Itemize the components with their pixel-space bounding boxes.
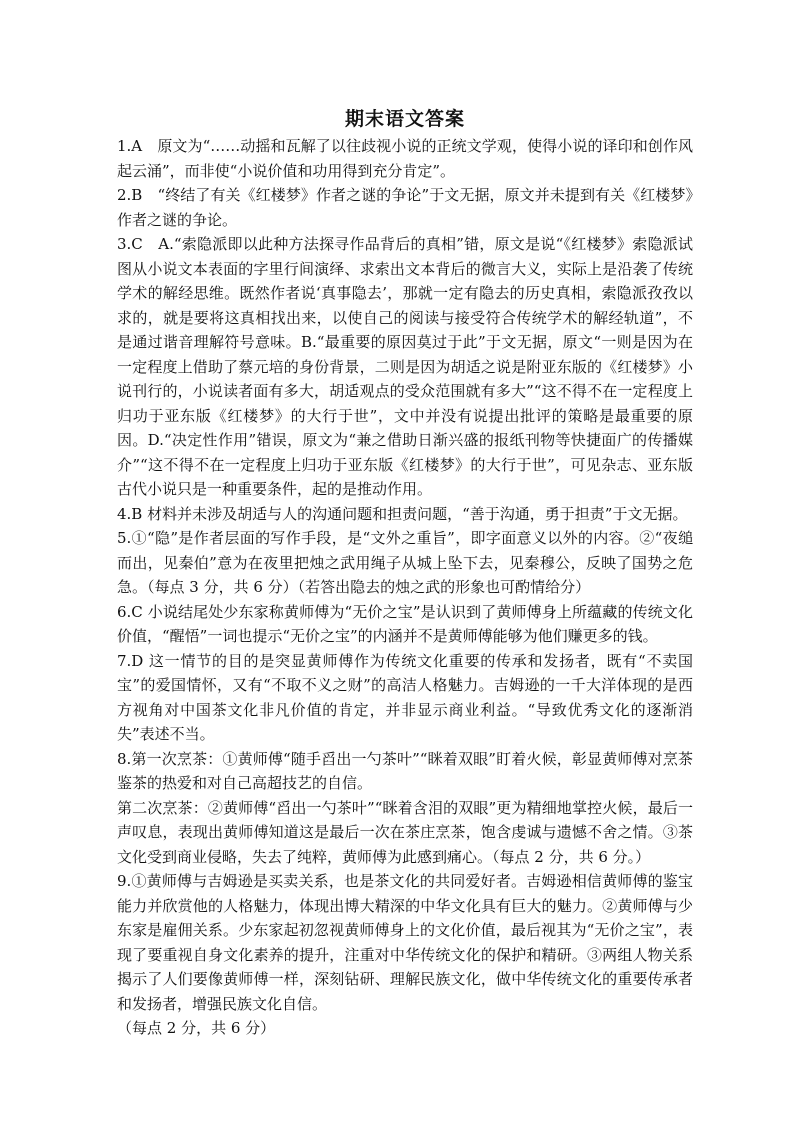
answer-item-8-first: 8.第一次烹茶：①黄师傅“随手舀出一勺茶叶”“眯着双眼”盯着火候，彰显黄师傅对烹茶鉴茶的热爱和对自己高超技艺的自信。	[117, 749, 693, 792]
page-title: 期末语文答案	[344, 108, 465, 130]
answer-item-5: 5.①“隐”是作者层面的写作手段，是“文外之重旨”，即字面意义以外的内容。②“夜缒而出，见秦伯”意为在夜里把烛之武用绳子从城上坠下去，见秦穆公，反映了国势之危急。（每点 3 分，共 6 分）（若答出隐去的烛之武的形象也可酌情给分）	[117, 529, 693, 596]
answer-item-1: 1.A 原文为“……动摇和瓦解了以往歧视小说的正统文学观，使得小说的译印和创作风起云涌”，而非使“小说价值和功用得到充分肯定”。	[117, 137, 693, 180]
answer-item-9: 9.①黄师傅与吉姆逊是买卖关系，也是茶文化的共同爱好者。吉姆逊相信黄师傅的鉴宝能力并欣赏他的人格魅力，体现出博大精深的中华文化具有巨大的魅力。②黄师傅与少东家是雇佣关系。少东家起初忽视黄师傅身上的文化价值，最后视其为“无价之宝”，表现了要重视自身文化素养的提升，注重对中华传统文化的保护和精研。③两组人物关系揭示了人们要像黄师傅一样，深刻钻研、理解民族文化，做中华传统文化的重要传承者和发扬者，增强民族文化自信。	[117, 872, 693, 1013]
answer-document	[117, 104, 693, 1041]
answer-item-6: 6.C 小说结尾处少东家称黄师傅为“无价之宝”是认识到了黄师傅身上所蕴藏的传统文化价值，“醒悟”一词也提示“无价之宝”的内涵并不是黄师傅能够为他们赚更多的钱。	[117, 602, 693, 645]
answer-item-9-score: （每点 2 分，共 6 分）	[117, 1019, 276, 1037]
answer-item-2: 2.B “终结了有关《红楼梦》作者之谜的争论”于文无据，原文并未提到有关《红楼梦》作者之谜的争论。	[117, 186, 693, 229]
answer-item-7: 7.D 这一情节的目的是突显黄师傅作为传统文化重要的传承和发扬者，既有“不卖国宝”的爱国情怀，又有“不取不义之财”的高洁人格魅力。吉姆逊的一千大洋体现的是西方视角对中国茶文化非凡价值的肯定，并非显示商业利益。“导致优秀文化的逐渐消失”表述不当。	[117, 651, 693, 743]
answer-item-8-second: 第二次烹茶：②黄师傅“舀出一勺茶叶”“眯着含泪的双眼”更为精细地掌控火候，最后一声叹息，表现出黄师傅知道这是最后一次在茶庄烹茶，饱含虔诚与遗憾不舍之情。③茶文化受到商业侵略，失去了纯粹，黄师傅为此感到痛心。（每点 2 分，共 6 分。）	[117, 798, 693, 866]
answer-item-3: 3.C A.“索隐派即以此种方法探寻作品背后的真相”错，原文是说“《红楼梦》索隐派试图从小说文本表面的字里行间演绎、求索出文本背后的微言大义，实际上是沿袭了传统学术的解经思维。既然作者说‘真事隐去’，那就一定有隐去的历史真相，索隐派孜孜以求的，就是要将这真相找出来，以使自己的阅读与接受符合传统学术的解经轨道”，不是通过谐音理解符号意味。B.“最重要的原因莫过于此”于文无据，原文“一则是因为在一定程度上借助了蔡元培的身份背景，二则是因为胡适之说是附亚东版的《红楼梦》小说刊行的，小说读者面有多大，胡适观点的受众范围就有多大”“这不得不在一定程度上归功于亚东版《红楼梦》的大行于世”，文中并没有说提出批评的策略是最重要的原因。D.“决定性作用”错误，原文为“兼之借助日渐兴盛的报纸刊物等快捷面广的传播媒介”“这不得不在一定程度上归功于亚东版《红楼梦》的大行于世”，可见杂志、亚东版古代小说只是一种重要条件，起的是推动作用。	[117, 235, 693, 498]
answer-item-4: 4.B 材料并未涉及胡适与人的沟通问题和担责问题，“善于沟通，勇于担责”于文无据。	[117, 504, 688, 523]
